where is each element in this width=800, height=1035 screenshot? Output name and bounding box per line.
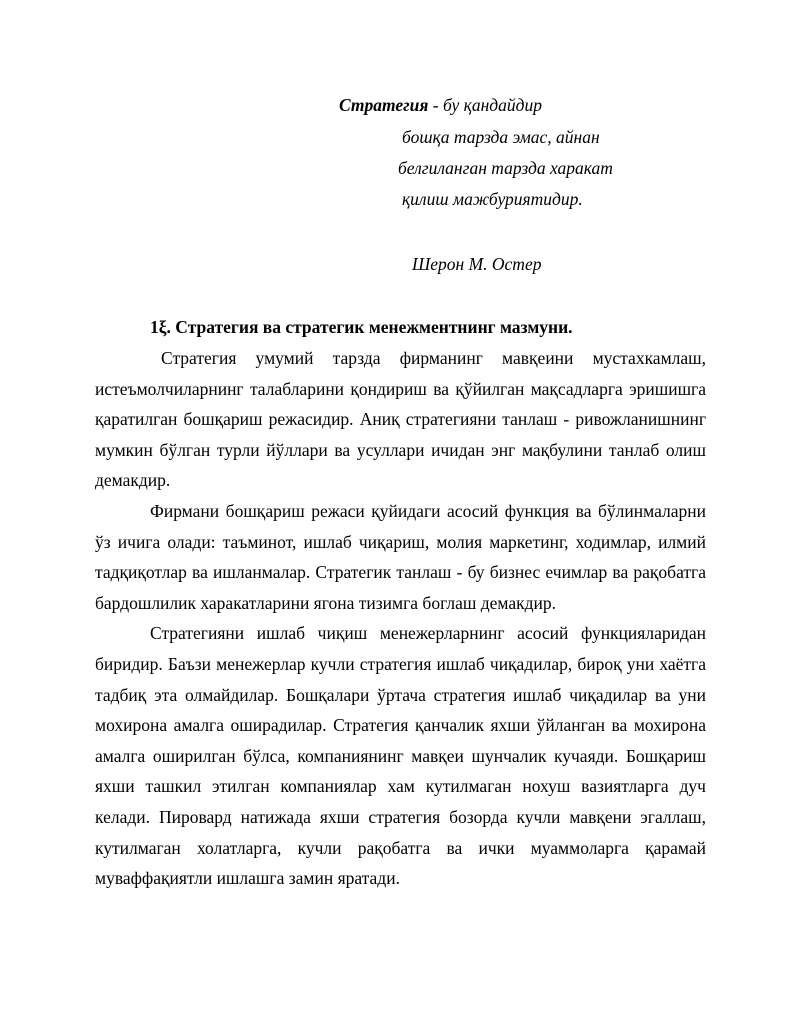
epigraph-line-1-rest: - бу қандайдир: [428, 95, 543, 115]
epigraph-line-3: белгиланган тарзда харакат: [398, 158, 613, 178]
section-heading: 1ξ. Стратегия ва стратегик менежментнинг мазмуни.: [150, 317, 573, 337]
epigraph-term: Стратегия: [339, 95, 429, 115]
epigraph-line-2: бошқа тарзда эмас, айнан: [402, 127, 600, 147]
epigraph-author: Шерон М. Остер: [412, 254, 542, 274]
paragraph-3: Стратегияни ишлаб чиқиш менежерларнинг асосий функцияларидан биридир. Баъзи менежерлар кучли стратегия ишлаб чиқадилар, бироқ уни хаётга тадбиқ эта олмайдилар. Бошқалари ўртача стратегия ишлаб чиқадилар ва уни мохирона амалга оширадилар. Стратегия қанчалик яхши ўйланган ва мохирона амалга оширилган бўлса, компаниянинг мавқеи шунчалик кучаяди. Бошқариш яхши ташкил этилган компаниялар хам кутилмаган нохуш вазиятларга дуч келади. Пировард натижада яхши стратегия бозорда кучли мавқени эгаллаш, кутилмаган холатларга, кучли рақобатга ва ички муаммоларга қарамай муваффақиятли ишлашга замин яратади.: [95, 623, 706, 889]
epigraph-line-4: қилиш мажбуриятидир.: [402, 189, 583, 209]
epigraph-line-1: [339, 95, 542, 115]
paragraph-1: Стратегия умумий тарзда фирманинг мавқеини мустахкамлаш, истеъмолчиларнинг талабларини қондириш ва қўйилган мақсадларга эришишга қаратилган бошқариш режасидир. Аниқ стратегияни танлаш - ривожланишнинг мумкин бўлган турли йўллари ва усуллари ичидан энг мақбулини танлаб олиш демакдир.: [95, 348, 706, 491]
body-text: [95, 343, 706, 894]
paragraph-2: Фирмани бошқариш режаси қуйидаги асосий функция ва бўлинмаларни ўз ичига олади: таъминот, ишлаб чиқариш, молия маркетинг, ходимлар, илмий тадқиқотлар ва ишланмалар. Стратегик танлаш - бу бизнес ечимлар ва рақобатга бардошлилик харакатларини ягона тизимга боглаш демакдир.: [95, 500, 706, 613]
